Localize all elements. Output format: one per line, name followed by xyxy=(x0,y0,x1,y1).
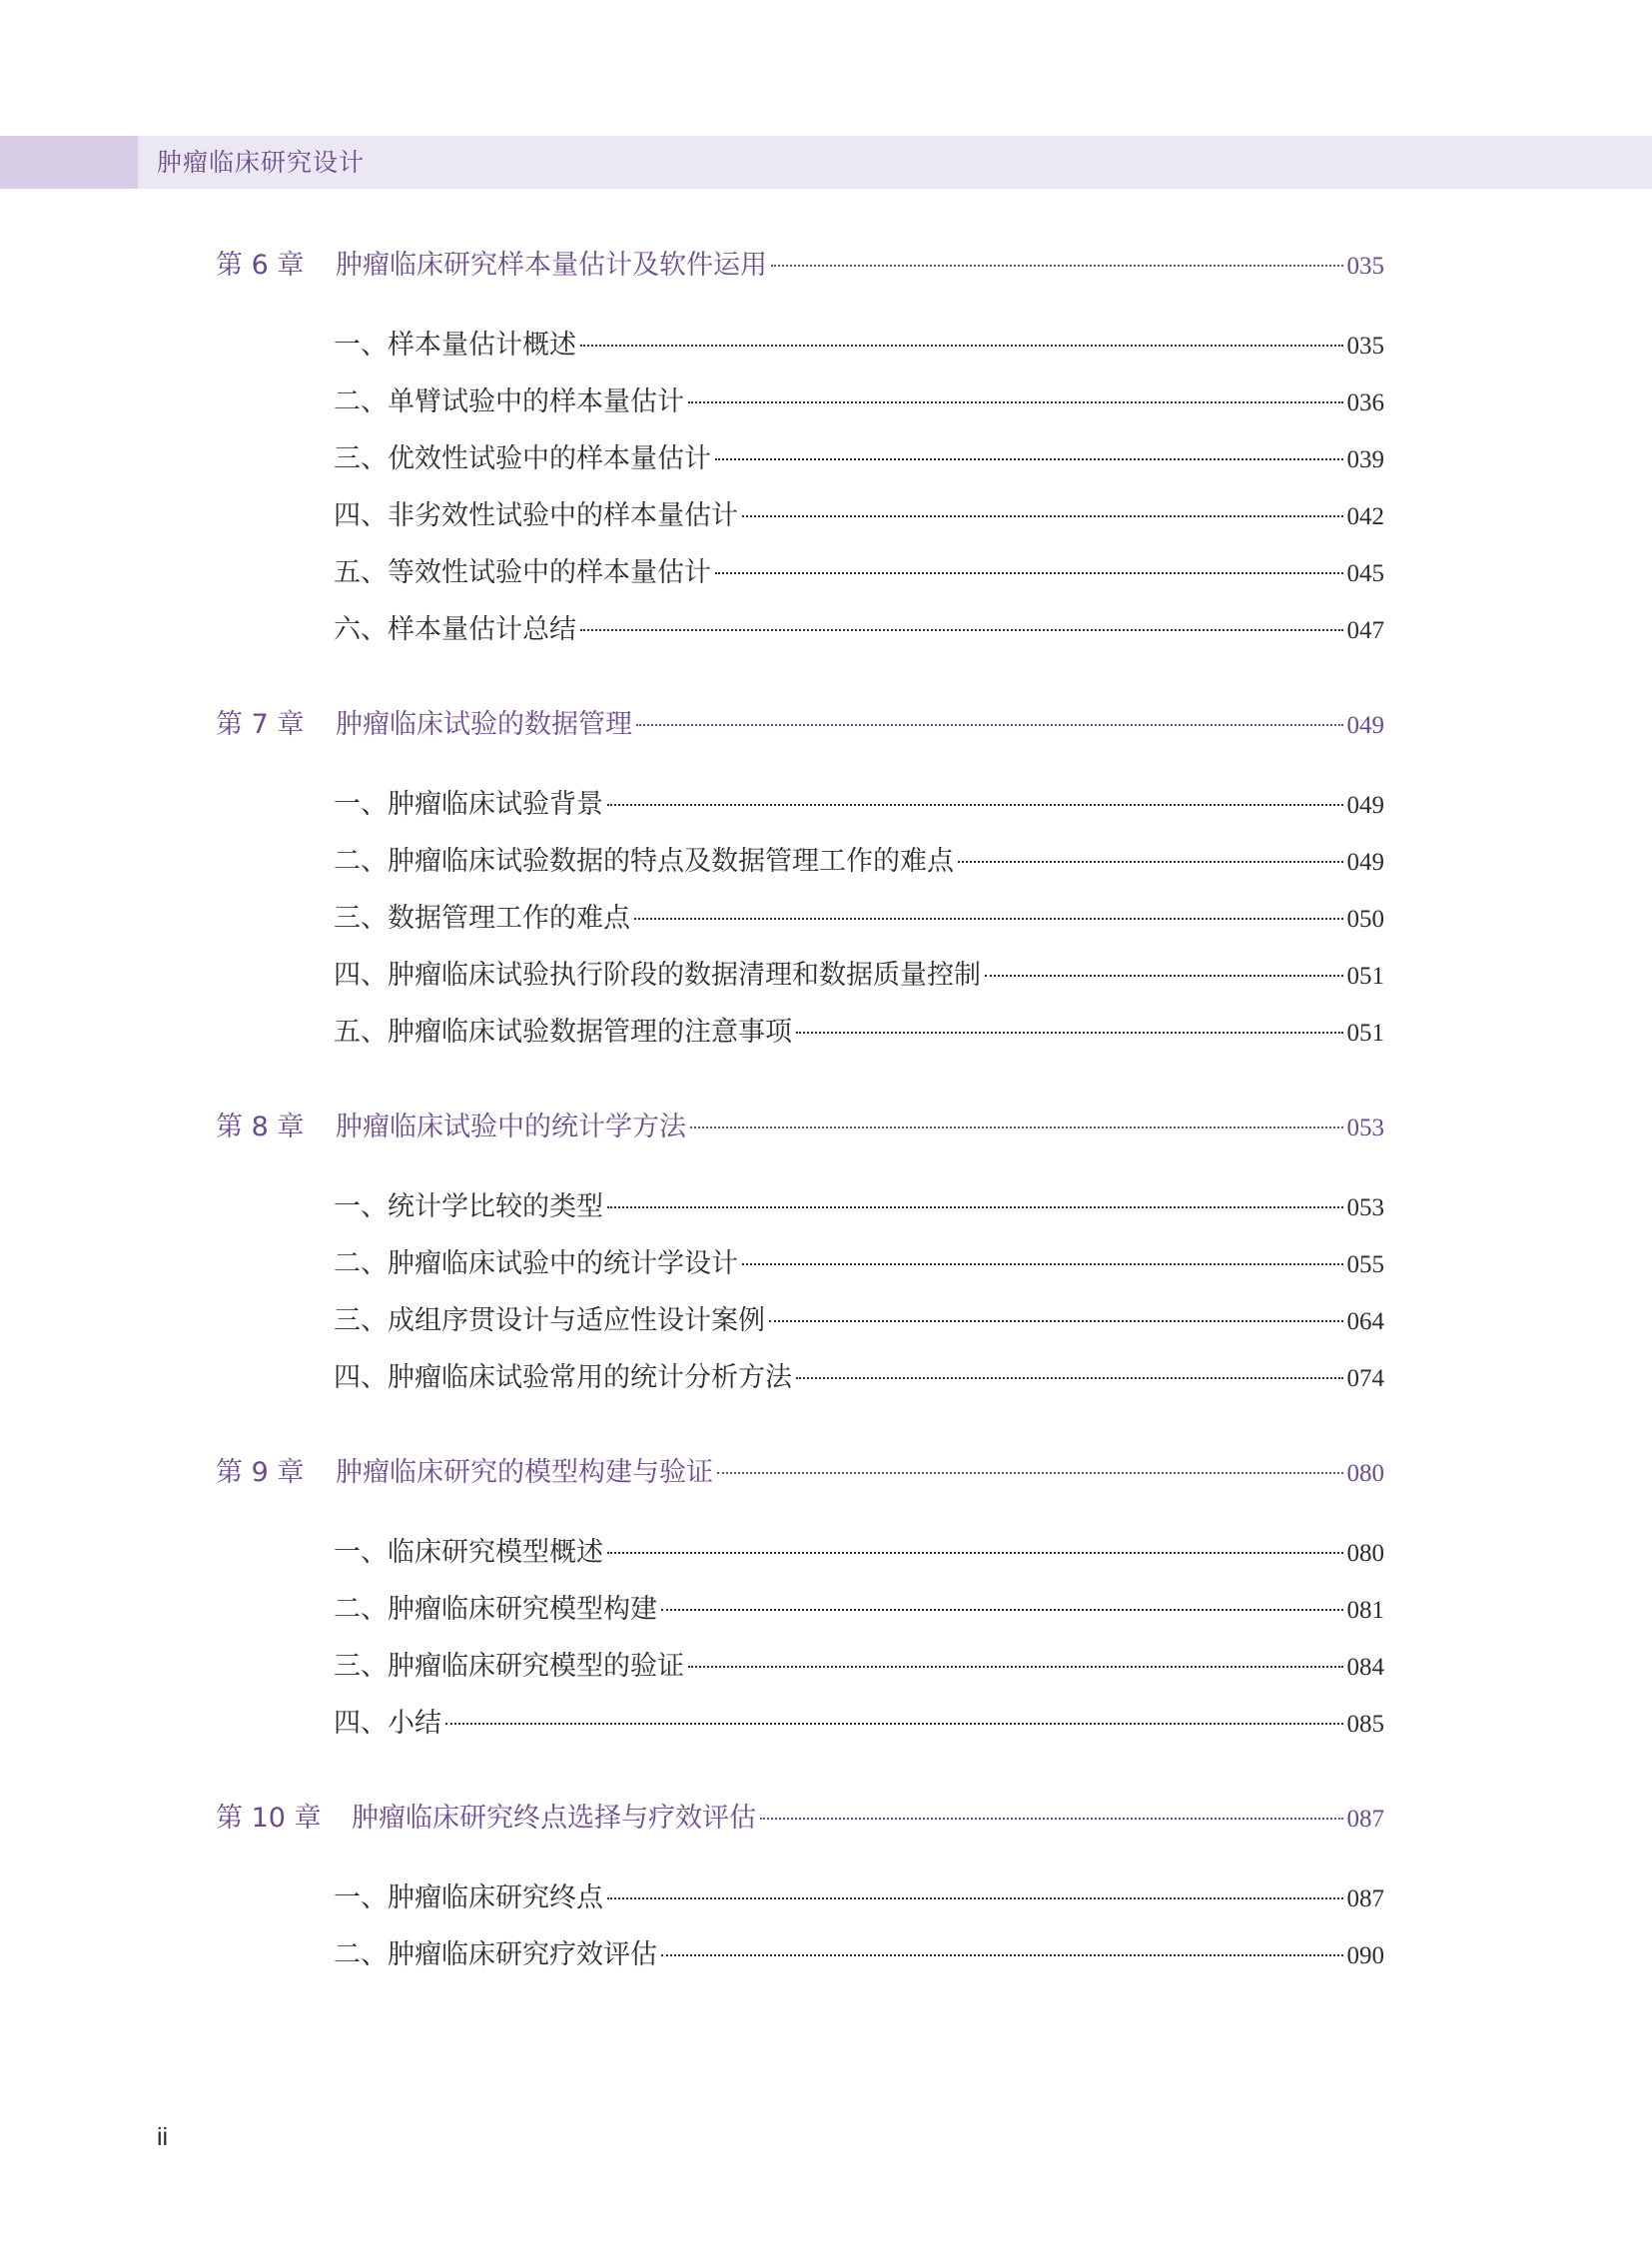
toc-section[interactable] xyxy=(334,1590,1384,1630)
section-title: 四、小结 xyxy=(334,1708,441,1739)
page-number: 084 xyxy=(1346,1654,1384,1681)
dot-leader xyxy=(715,572,1343,574)
toc-section[interactable] xyxy=(334,439,1384,479)
dot-leader xyxy=(580,345,1343,347)
page-number: 045 xyxy=(1346,560,1384,587)
page-number: 036 xyxy=(1346,389,1384,416)
page-number: 085 xyxy=(1346,1711,1384,1738)
section-title: 五、肿瘤临床试验数据管理的注意事项 xyxy=(334,1017,792,1048)
dot-leader xyxy=(580,629,1343,631)
page-number: 080 xyxy=(1346,1540,1384,1567)
section-title: 二、单臂试验中的样本量估计 xyxy=(334,386,684,417)
page-number: 087 xyxy=(1346,1806,1384,1833)
toc-section[interactable] xyxy=(334,610,1384,650)
dot-leader xyxy=(661,1609,1343,1611)
page-number: 080 xyxy=(1346,1460,1384,1487)
toc-section[interactable] xyxy=(334,382,1384,422)
dot-leader xyxy=(717,1472,1343,1474)
page-number: 051 xyxy=(1346,963,1384,990)
section-title: 二、肿瘤临床试验数据的特点及数据管理工作的难点 xyxy=(334,846,954,877)
chapter-number: 第 6 章 xyxy=(216,250,305,281)
section-title: 二、肿瘤临床研究疗效评估 xyxy=(334,1939,657,1970)
toc-section[interactable] xyxy=(334,956,1384,996)
section-title: 二、肿瘤临床研究模型构建 xyxy=(334,1594,657,1625)
dot-leader xyxy=(769,1320,1343,1322)
dot-leader xyxy=(985,975,1343,977)
dot-leader xyxy=(958,861,1343,863)
page-number: 035 xyxy=(1346,253,1384,280)
toc-section[interactable] xyxy=(334,1935,1384,1975)
dot-leader xyxy=(607,1552,1343,1554)
dot-leader xyxy=(445,1723,1343,1725)
dot-leader xyxy=(607,1897,1343,1899)
section-title: 一、肿瘤临床研究终点 xyxy=(334,1882,603,1913)
chapter-number: 第 9 章 xyxy=(216,1457,305,1488)
dot-leader xyxy=(636,724,1343,726)
chapter-number: 第 8 章 xyxy=(216,1112,305,1142)
toc-chapter-7[interactable] xyxy=(216,705,1384,745)
page-number: 087 xyxy=(1346,1885,1384,1912)
page-number: 050 xyxy=(1346,906,1384,933)
section-title: 四、肿瘤临床试验执行阶段的数据清理和数据质量控制 xyxy=(334,960,981,991)
page-number: 049 xyxy=(1346,712,1384,739)
page-number: 055 xyxy=(1346,1251,1384,1278)
dot-leader xyxy=(796,1032,1343,1034)
page-number: 049 xyxy=(1346,792,1384,819)
toc-section[interactable] xyxy=(334,1533,1384,1573)
toc-chapter-6[interactable] xyxy=(216,246,1384,286)
toc-chapter-9[interactable] xyxy=(216,1453,1384,1493)
dot-leader xyxy=(771,265,1343,267)
section-title: 三、肿瘤临床研究模型的验证 xyxy=(334,1651,684,1682)
dot-leader xyxy=(690,1126,1343,1128)
running-header-title: 肿瘤临床研究设计 xyxy=(157,148,366,177)
page-number: 051 xyxy=(1346,1020,1384,1047)
dot-leader xyxy=(607,804,1343,806)
toc-section[interactable] xyxy=(334,1301,1384,1341)
page-number: 047 xyxy=(1346,617,1384,644)
page-number: 039 xyxy=(1346,446,1384,473)
section-title: 四、肿瘤临床试验常用的统计分析方法 xyxy=(334,1362,792,1393)
section-title: 四、非劣效性试验中的样本量估计 xyxy=(334,500,738,531)
section-title: 五、等效性试验中的样本量估计 xyxy=(334,557,711,588)
toc-section[interactable] xyxy=(334,899,1384,939)
dot-leader xyxy=(661,1954,1343,1956)
section-title: 一、统计学比较的类型 xyxy=(334,1191,603,1222)
toc-chapter-10[interactable] xyxy=(216,1799,1384,1839)
dot-leader xyxy=(688,1666,1343,1668)
section-title: 一、样本量估计概述 xyxy=(334,330,576,361)
section-title: 三、优效性试验中的样本量估计 xyxy=(334,443,711,474)
chapter-title: 肿瘤临床试验的数据管理 xyxy=(336,709,632,740)
folio-page-number: ii xyxy=(157,2123,169,2151)
dot-leader xyxy=(688,401,1343,403)
toc-section[interactable] xyxy=(334,496,1384,536)
toc-section[interactable] xyxy=(334,1704,1384,1744)
chapter-number: 第 7 章 xyxy=(216,709,305,740)
dot-leader xyxy=(634,918,1343,920)
page-number: 035 xyxy=(1346,333,1384,360)
dot-leader xyxy=(760,1818,1343,1820)
toc-section[interactable] xyxy=(334,1878,1384,1918)
toc-section[interactable] xyxy=(334,1358,1384,1398)
chapter-title: 肿瘤临床研究的模型构建与验证 xyxy=(336,1457,713,1488)
toc-section[interactable] xyxy=(334,1244,1384,1284)
section-title: 三、数据管理工作的难点 xyxy=(334,903,630,934)
section-title: 三、成组序贯设计与适应性设计案例 xyxy=(334,1305,765,1336)
dot-leader xyxy=(742,1263,1343,1265)
page-number: 090 xyxy=(1346,1942,1384,1969)
page-number: 074 xyxy=(1346,1365,1384,1392)
dot-leader xyxy=(715,458,1343,460)
page-number: 053 xyxy=(1346,1115,1384,1141)
chapter-number: 第 10 章 xyxy=(216,1803,322,1834)
page-number: 064 xyxy=(1346,1308,1384,1335)
chapter-title: 肿瘤临床研究终点选择与疗效评估 xyxy=(352,1803,756,1834)
chapter-title: 肿瘤临床试验中的统计学方法 xyxy=(336,1112,686,1142)
dot-leader xyxy=(742,515,1343,517)
dot-leader xyxy=(796,1377,1343,1379)
toc-section[interactable] xyxy=(334,842,1384,882)
toc-section[interactable] xyxy=(334,326,1384,366)
section-title: 六、样本量估计总结 xyxy=(334,614,576,645)
toc-section[interactable] xyxy=(334,785,1384,825)
page-number: 053 xyxy=(1346,1194,1384,1221)
section-title: 二、肿瘤临床试验中的统计学设计 xyxy=(334,1248,738,1279)
section-title: 一、临床研究模型概述 xyxy=(334,1537,603,1568)
page-number: 049 xyxy=(1346,849,1384,876)
toc-section[interactable] xyxy=(334,1647,1384,1687)
toc-section[interactable] xyxy=(334,1013,1384,1053)
page-number: 042 xyxy=(1346,503,1384,530)
chapter-title: 肿瘤临床研究样本量估计及软件运用 xyxy=(336,250,767,281)
toc-section[interactable] xyxy=(334,553,1384,593)
toc-chapter-8[interactable] xyxy=(216,1108,1384,1147)
section-title: 一、肿瘤临床试验背景 xyxy=(334,789,603,820)
toc-section[interactable] xyxy=(334,1187,1384,1227)
dot-leader xyxy=(607,1206,1343,1208)
page-number: 081 xyxy=(1346,1597,1384,1624)
